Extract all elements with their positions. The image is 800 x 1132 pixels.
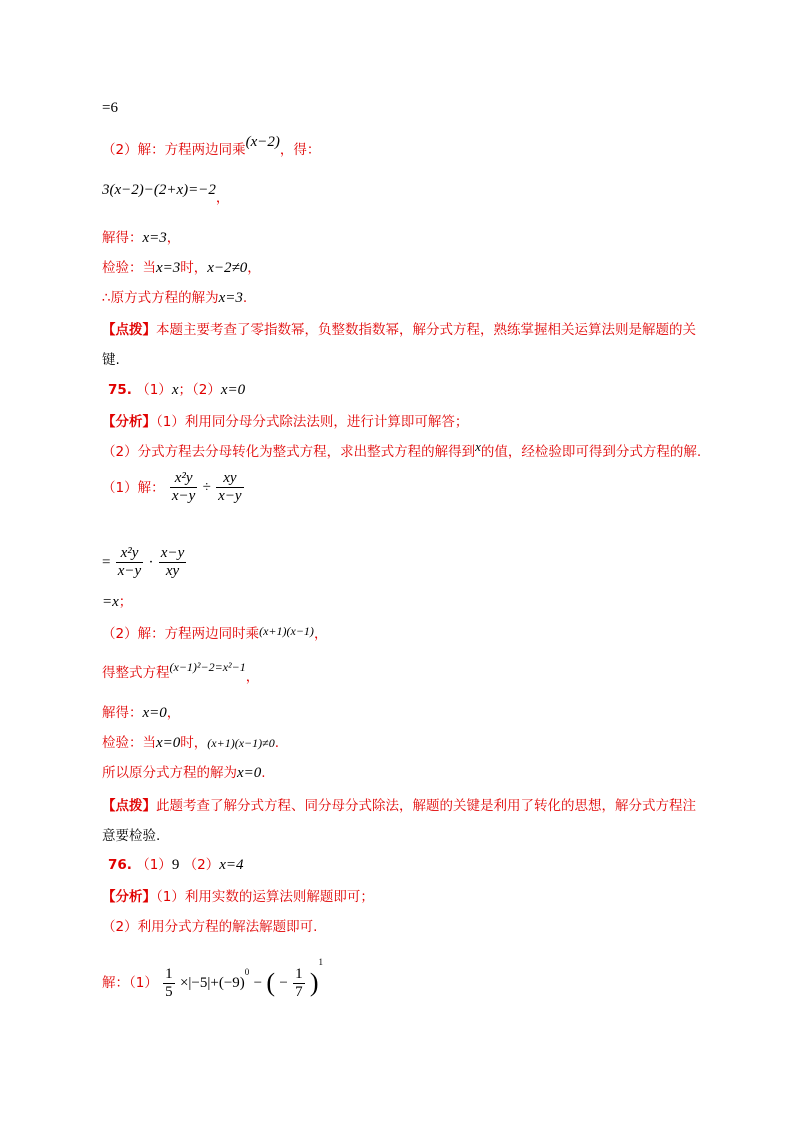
fraction: $\frac{xy}{x-y}$ [218, 470, 242, 504]
solution-75-2: （2）解：方程两边同时乘(x+1)(x−1)， [102, 624, 328, 642]
solution-75-result: =x； [102, 594, 133, 610]
solution-75-4: 解得：x=0， [102, 705, 181, 721]
question-75-answer: 75. （1）x；（2）x=0 [108, 382, 246, 398]
remark-75-cont: 意要检验. [102, 828, 161, 844]
solution-75-1: （1）解： $\frac{\text{x²y}}{x-y}$ ÷ $\frac{xy}{x-y}$ [102, 470, 242, 504]
line-remark: 【点拨】本题主要考查了零指数幂，负整数指数幂，解分式方程，熟练掌握相关运算法则是解题的关 [102, 322, 696, 338]
analysis-76-part2: （2）利用分式方程的解法解题即可. [102, 919, 318, 935]
line-result-6: =6 [102, 100, 118, 116]
analysis-75: 【分析】（1）利用同分母分式除法法则，进行计算即可解答； [102, 414, 469, 430]
line-step2-multiply: （2）解：方程两边同乘(x−2)，得： [102, 134, 321, 158]
line-equation: 3(x−2)−(2+x)=−2， [102, 182, 230, 206]
fraction: $\frac{x-y}{xy}$ [160, 545, 185, 579]
line-check: 检验：当x=3时，x−2≠0， [102, 260, 261, 276]
question-76-answer: 76. （1）9 （2）x=4 [108, 857, 244, 873]
solution-75-5: 检验：当x=0时，(x+1)(x−1)≠0. [102, 735, 279, 751]
line-solve: 解得：x=3， [102, 230, 181, 246]
solution-75-3: 得整式方程(x−1)²−2=x²−1， [102, 660, 260, 685]
fraction: $\frac{1}{5}$ [165, 965, 173, 1000]
remark-75: 【点拨】此题考查了解分式方程、同分母分式除法，解题的关键是利用了转化的思想，解分式方程注 [102, 798, 696, 814]
solution-75-step: = $\frac{\text{x²y}}{x-y}$ · $\frac{x-y}{xy}$ [102, 545, 185, 579]
solution-75-6: 所以原分式方程的解为x=0. [102, 765, 266, 781]
fraction: $\frac{\text{x²y}}{x-y}$ [117, 545, 142, 579]
analysis-75-part2: （2）分式方程去分母转化为整式方程，求出整式方程的解得到x的值，经检验即可得到分式方程的解. [102, 439, 702, 460]
line-remark-cont: 键. [102, 352, 120, 368]
analysis-76: 【分析】（1）利用实数的运算法则解题即可； [102, 889, 374, 905]
line-conclusion: ∴原方式方程的解为x=3. [102, 290, 248, 306]
solution-76-1: 解：（1） $\frac{1}{5}$ $\times|-5|+(-9)^0$ − ( − $\frac{1}{7}$ )$^1$ [102, 957, 324, 1000]
fraction: $\frac{1}{7}$ [295, 965, 303, 1000]
fraction: $\frac{\text{x²y}}{x-y}$ [171, 470, 196, 504]
